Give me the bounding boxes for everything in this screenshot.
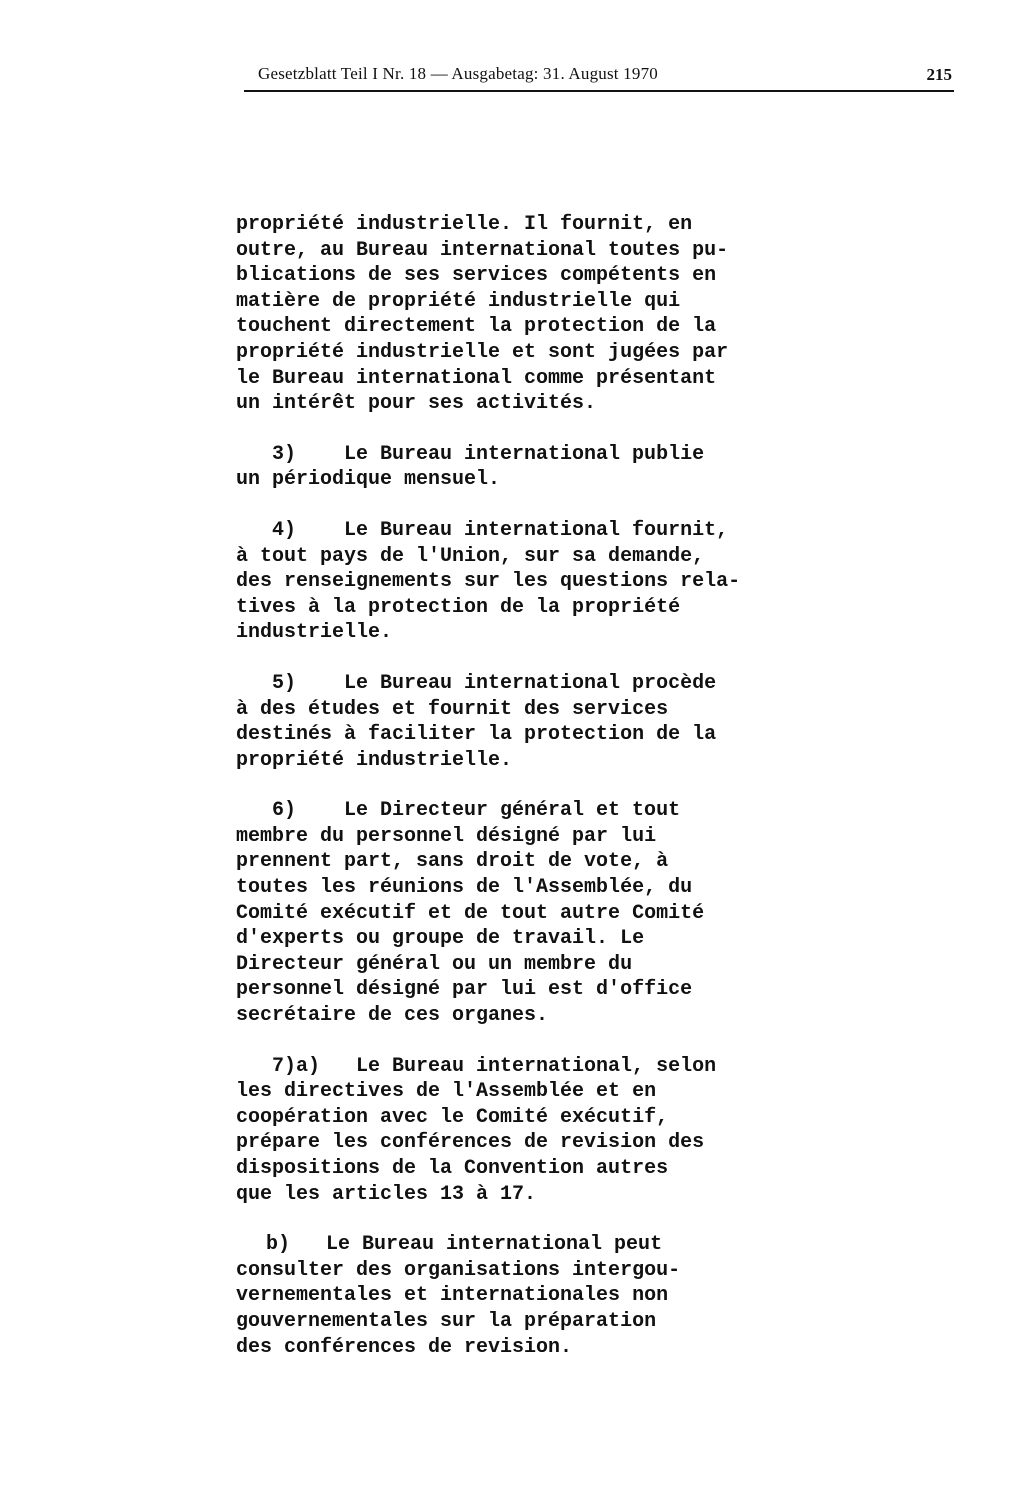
text-line: les directives de l'Assemblée et en: [236, 1080, 657, 1104]
text-line: prennent part, sans droit de vote, à: [236, 850, 669, 874]
text-line: prépare les conférences de revision des: [236, 1131, 705, 1155]
text-line: 4) Le Bureau international fournit,: [272, 518, 729, 542]
text-line: dispositions de la Convention autres: [236, 1157, 669, 1180]
text-line: que les articles 13 à 17.: [236, 1182, 537, 1206]
text-line: destinés à faciliter la protection de la: [236, 723, 717, 747]
text-line: d'experts ou groupe de travail. Le: [236, 927, 645, 951]
text-line: toutes les réunions de l'Assemblée, du: [236, 876, 693, 900]
text-line: industrielle.: [236, 621, 393, 645]
paragraph-7a: [236, 1054, 796, 1208]
text-line: à des études et fournit des services: [236, 697, 669, 721]
text-line: des renseignements sur les questions rela-: [236, 570, 741, 594]
paragraph-3: [236, 442, 796, 493]
document-body: [236, 212, 796, 1385]
text-line: membre du personnel désigné par lui: [236, 824, 657, 848]
text-line: tives à la protection de la propriété: [236, 595, 681, 619]
text-line: des conférences de revision.: [236, 1335, 573, 1359]
text-line: 7)a) Le Bureau international, selon: [272, 1054, 717, 1078]
paragraph-4: [236, 518, 796, 646]
text-line: consulter des organisations intergou-: [236, 1258, 681, 1282]
paragraph-6: [236, 798, 796, 1028]
paragraph-continuation: [236, 212, 796, 417]
text-line: personnel désigné par lui est d'office: [236, 978, 693, 1002]
text-line: vernementales et internationales non: [236, 1284, 669, 1308]
paragraph-5: [236, 671, 796, 773]
header-divider: [244, 90, 954, 92]
text-line: le Bureau international comme présentant: [236, 366, 717, 390]
text-line: 6) Le Directeur général et tout: [272, 799, 681, 823]
header-title: Gesetzblatt Teil I Nr. 18 — Ausgabetag: 31. August 1970: [258, 64, 658, 83]
text-line: matière de propriété industrielle qui: [236, 289, 681, 313]
text-line: Comité exécutif et de tout autre Comité: [236, 901, 705, 925]
text-line: à tout pays de l'Union, sur sa demande,: [236, 544, 705, 568]
text-line: un intérêt pour ses activités.: [236, 392, 597, 416]
text-line: blications de ses services compétents en: [236, 264, 717, 288]
text-line: propriété industrielle.: [236, 748, 513, 772]
text-line: 5) Le Bureau international procède: [272, 671, 717, 695]
paragraph-7b: [236, 1232, 796, 1360]
text-line: coopération avec le Comité exécutif,: [236, 1105, 669, 1129]
text-line: outre, au Bureau international toutes pu-: [236, 238, 729, 262]
text-line: un périodique mensuel.: [236, 468, 501, 492]
text-line: b) Le Bureau international peut: [266, 1233, 663, 1257]
text-line: Directeur général ou un membre du: [236, 952, 633, 976]
text-line: gouvernementales sur la préparation: [236, 1309, 657, 1333]
text-line: propriété industrielle. Il fournit, en: [236, 213, 693, 236]
text-line: 3) Le Bureau international publie: [272, 442, 705, 466]
text-line: propriété industrielle et sont jugées par: [236, 340, 729, 364]
text-line: secrétaire de ces organes.: [236, 1004, 549, 1028]
text-line: touchent directement la protection de la: [236, 315, 717, 339]
page-number: 215: [926, 65, 952, 84]
